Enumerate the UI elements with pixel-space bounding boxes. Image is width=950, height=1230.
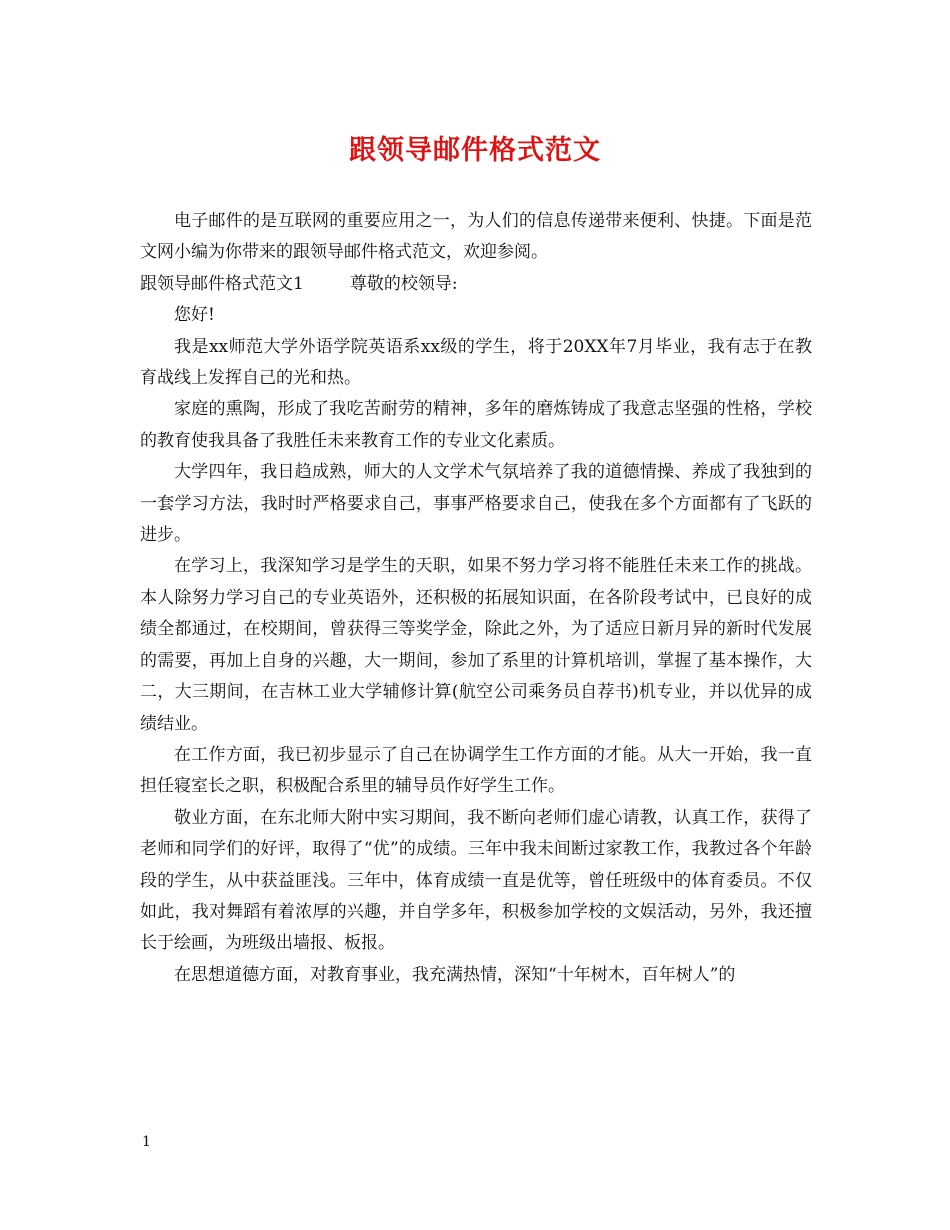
body-paragraph: 大学四年，我日趋成熟，师大的人文学术气氛培养了我的道德情操、养成了我独到的一套学习方法，我时时严格要求自己，事事严格要求自己，使我在多个方面都有了飞跃的进步。 bbox=[140, 462, 812, 546]
document-title: 跟领导邮件格式范文 bbox=[349, 135, 601, 166]
body-paragraph: 家庭的熏陶，形成了我吃苦耐劳的精神，多年的磨炼铸成了我意志坚强的性格，学校的教育使我具备了我胜任未来教育工作的专业文化素质。 bbox=[140, 399, 812, 451]
body-paragraph: 我是xx师范大学外语学院英语系xx级的学生，将于20XX年7月毕业，我有志于在教育战线上发挥自己的光和热。 bbox=[140, 336, 812, 389]
section-heading: 跟领导邮件格式范文1 bbox=[140, 273, 304, 294]
body-paragraph: 在学习上，我深知学习是学生的天职，如果不努力学习将不能胜任未来工作的挑战。本人除努力学习自己的专业英语外，还积极的拓展知识面，在各阶段考试中，已良好的成绩全都通过，在校期间，曾获得三等奖学金，除此之外，为了适应日新月异的新时代发展的需要，再加上自身的兴趣，大一期间，参加了系里的计算机培训，掌握了基本操作，大二，大三期间，在吉林工业大学辅修计算(航空公司乘务员自荐书)机专业，并以优异的成绩结业。 bbox=[140, 556, 812, 734]
greeting-paragraph: 您好! bbox=[174, 305, 215, 326]
body-paragraph: 在工作方面，我已初步显示了自己在协调学生工作方面的才能。从大一开始，我一直担任寝室长之职，积极配合系里的辅导员作好学生工作。 bbox=[140, 744, 812, 797]
section-heading-line bbox=[140, 269, 812, 300]
document-body bbox=[140, 206, 812, 991]
body-paragraph: 在思想道德方面，对教育事业，我充满热情，深知“十年树木，百年树人”的 bbox=[174, 964, 736, 985]
intro-paragraph: 电子邮件的是互联网的重要应用之一，为人们的信息传递带来便利、快捷。下面是范文网小编为你带来的跟领导邮件格式范文，欢迎参阅。 bbox=[140, 211, 812, 263]
page-number: 1 bbox=[142, 1134, 151, 1150]
body-paragraph: 敬业方面，在东北师大附中实习期间，我不断向老师们虚心请教，认真工作，获得了老师和同学们的好评，取得了“优”的成绩。三年中我未间断过家教工作，我教过各个年龄段的学生，从中获益匪浅。三年中，体育成绩一直是优等，曾任班级中的体育委员。不仅如此，我对舞蹈有着浓厚的兴趣，并自学多年，积极参加学校的文娱活动，另外，我还擅长于绘画，为班级出墙报、板报。 bbox=[140, 807, 812, 954]
salutation: 尊敬的校领导: bbox=[349, 273, 458, 294]
